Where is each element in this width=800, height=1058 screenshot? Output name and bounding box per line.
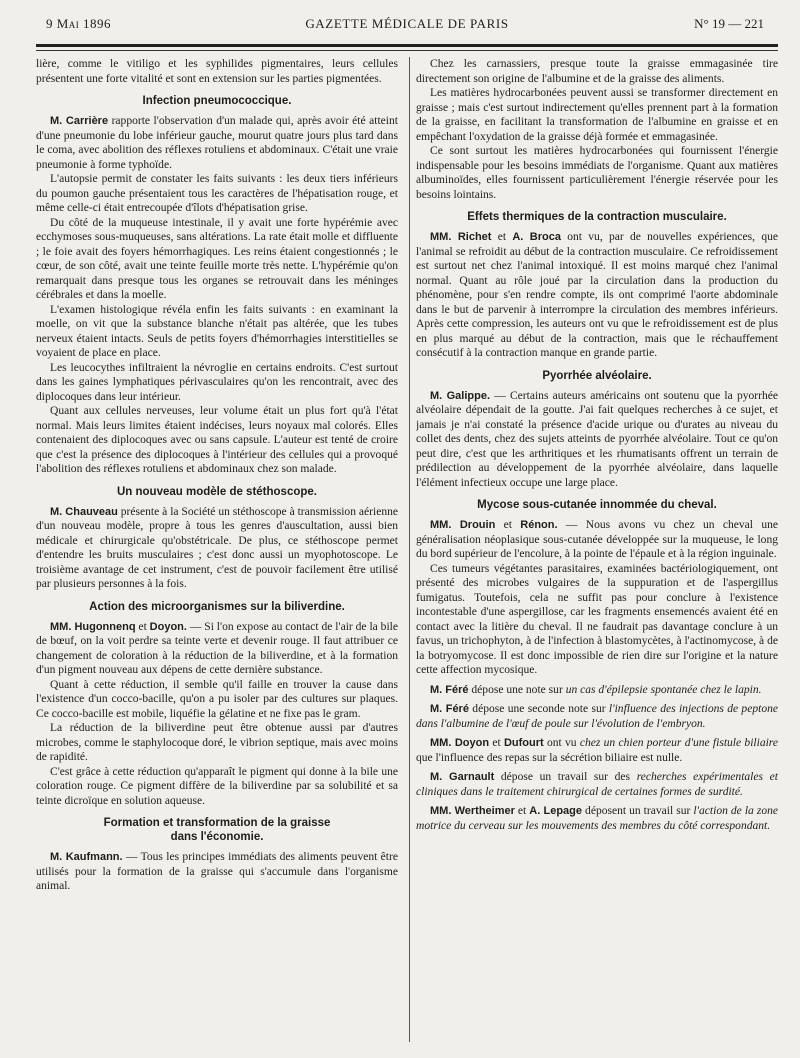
- paragraph: Quant aux cellules nerveuses, leur volume était un plus fort qu'à l'état normal. Mais leurs limites étaient indécises, leurs noyaux mal colorés. Elles contenaient des diplocoques avec ou sans capsule. L'auteur est tenté de croire que c'est la présence des diplocoques à l'intérieur des cellules qui a provoqué l'abolition des réflexes rotuliens et abdominaux chez son malade.: [36, 405, 398, 475]
- author-name: A. Lepage: [529, 805, 583, 817]
- author-name: M. Féré: [430, 683, 469, 696]
- author-name: Dufourt: [503, 737, 544, 749]
- note-title: chez un chien porteur d'une fistule biliaire: [579, 737, 778, 749]
- paragraph-text: ont vu, par de nouvelles expériences, que l'animal se refroidit au début de la contraction musculaire. Ce refroidissement est surtout net chez l'animal intoxiqué. Il est moins marqué chez l'animal normal. Quant au rôle joué par la circulation dans la production du phénomène, pour s'en rendre compte, ils ont comprimé l'aorte abdominale dans le but de parvenir à interrompre la circulation des membres inférieurs. Après cette compression, les auteurs ont vu que le refroidissement est de plus en plus marqué au début de la contraction, mais que le réchauffement consécutif à la contraction manque en grande partie.: [416, 231, 778, 359]
- author-name: MM. Drouin: [430, 519, 496, 531]
- journal-title: GAZETTE MÉDICALE DE PARIS: [305, 16, 509, 31]
- note-text: que l'influence des repas sur la sécrétion biliaire est nulle.: [416, 751, 683, 764]
- paragraph: La réduction de la biliverdine peut être obtenue aussi par d'autres microbes, comme le staphylocoque doré, le vibrion septique, mais avec moins de rapidité.: [36, 722, 398, 763]
- paragraph: Les matières hydrocarbonées peuvent aussi se transformer directement en graisse ; mais c'est surtout indirectement qu'elles prennent part à la formation de la graisse, en facilitant la transformation de l'albumine en graisse et en empêchant l'oxydation de la graisse déjà formée et emmagasinée.: [416, 87, 778, 143]
- author-name: MM. Wertheimer: [430, 805, 515, 817]
- paragraph: [416, 230, 778, 361]
- paragraph: [36, 850, 398, 894]
- paragraph-text: — Certains auteurs américains ont soutenu que la pyorrhée alvéolaire dépendait de la goutte. J'ai fait quelques recherches à ce sujet, et jamais je n'ai constaté la présence d'acide urique ou d'urates au niveau du collet des dents, chez des sujets atteints de pyorrhée alvéolaire. Tout ce qu'on peut dire, c'est que les arthritiques et les rhumatisants offrent un terrain de prédilection au développement de la pyorrhée alvéolaire, dans laquelle l'élément infectieux occupe une large place.: [416, 389, 778, 489]
- author-name: Doyon.: [149, 620, 187, 633]
- intro-paragraph: lière, comme le vitiligo et les syphilides pigmentaires, leurs cellules présentent une forte vitalité et sont en extension sur les parties pigmentées.: [36, 58, 398, 85]
- paragraph-text: présente à la Société un stéthoscope à transmission aérienne d'un nouveau modèle, propre à tous les genres d'auscultation, aussi bien médicale et chirurgicale qu'obstétricale. De plus, ce stéthoscope permet d'entendre les bruits musculaires ; c'est donc aussi un myophotoscope. Le troisième avantage de cet instrument, c'est de pouvoir facilement être utilisé par plusieurs personnes à la fois.: [36, 505, 398, 590]
- connector: et: [135, 620, 150, 633]
- author-name: M. Chauveau: [50, 505, 118, 518]
- paragraph: [36, 505, 398, 592]
- note-title: l'influence des injections de peptone dans l'albumine de l'œuf de poule sur l'évolution de l'embryon.: [416, 703, 778, 730]
- paragraph: Les leucocythes infiltraient la névroglie en certains endroits. C'est surtout dans les gaines lymphatiques périvasculaires qu'on les rencontrait, avec des diplocoques dans leur intérieur.: [36, 361, 398, 403]
- author-name: M. Galippe.: [430, 389, 490, 402]
- text-columns: [36, 57, 778, 894]
- note-paragraph: [416, 683, 778, 698]
- note-text: dépose une note sur: [468, 683, 566, 696]
- paragraph-text: rapporte l'observation d'un malade qui, après avoir été atteint d'une pneumonie du lobe inférieur gauche, mourut quatre jours plus tard dans le coma, avec abolition des réflexes rotuliens et abdominaux. C'était une vraie pneumonie à forme typhoïde.: [36, 115, 398, 171]
- note-text: ont vu: [543, 737, 580, 749]
- author-name: M. Garnault: [430, 771, 495, 783]
- connector: et: [491, 231, 513, 243]
- paragraph: Chez les carnassiers, presque toute la graisse emmagasinée tire directement son origine de l'albumine et de la graisse des aliments.: [416, 58, 778, 85]
- issue-number: N° 19 — 221: [694, 16, 764, 31]
- connector: et: [495, 519, 521, 531]
- note-title: recherches expérimentales et cliniques dans le traitement chirurgical de certaines formes de surdité.: [416, 771, 778, 798]
- note-paragraph: [416, 736, 778, 765]
- heading-line: Formation et transformation de la graisse: [103, 817, 331, 829]
- paragraph: Quant à cette réduction, il semble qu'il faille en trouver la cause dans l'existence d'un cocco-bacille, qu'on a pu isoler par des cultures sur plaques. Ce cocco-bacille est mobile, liquéfie la gélatine et ne fixe pas le gram.: [36, 678, 398, 720]
- paragraph: Ces tumeurs végétantes parasitaires, examinées bactériologiquement, ont présenté des microbes vulgaires de la suppuration et de l'aspergillus fumigatus. Toutefois, cela ne suffit pas pour conclure à l'existence incontestable d'une aspergillose, car les fragments ensemencés avaient été en contact avec la litière du cheval. Il ne faudrait pas davantage conclure à un favus, un trichophyton, à de l'infection à blastomycètes, à l'actinomycose, à de la botryomycose. Il est donc impossible de rien dire sur l'origine et la nature cette affection mycosique.: [416, 562, 778, 676]
- author-name: MM. Hugonnenq: [50, 620, 136, 633]
- author-name: A. Broca: [512, 231, 561, 243]
- paragraph: [416, 518, 778, 562]
- heading-line: dans l'économie.: [170, 831, 264, 843]
- author-name: MM. Doyon: [430, 737, 490, 749]
- paragraph: C'est grâce à cette réduction qu'apparaît le pigment qui donne à la bile une coloration rouge. Ce pigment diffère de la biliverdine par sa solubilité et sa teinte dicroïque en solution aqueuse.: [36, 765, 398, 807]
- note-title: un cas d'épilepsie spontanée chez le lapin.: [565, 683, 762, 696]
- connector: et: [489, 737, 504, 749]
- note-text: dépose une seconde note sur: [468, 703, 609, 715]
- paragraph: L'examen histologique révéla enfin les faits suivants : en examinant la moelle, on vit que la substance blanche n'était pas altérée, que les tubes nerveux étaient intacts. Seuls de petits foyers d'hémorrhagies interstitielles se voyaient de place en place.: [36, 303, 398, 359]
- note-paragraph: [416, 702, 778, 731]
- section-heading-graisse: [36, 816, 398, 844]
- header-rule-thin: [36, 50, 778, 51]
- paragraph: [416, 389, 778, 491]
- paragraph: Du côté de la muqueuse intestinale, il y avait une forte hypérémie avec ecchymoses sous-muqueuses, sans altérations. La rate était molle et diffluente ; le foie avait des foyers hémorrhagiques. Les reins étaient congestionnés ; le cœur, de son côté, avait une teinte feuille morte très nette. L'hypérémie qu'on remarquait dans presque tous les organes se retrouvait dans les méninges cérébrales et dans la moelle.: [36, 216, 398, 301]
- column-divider: [409, 57, 410, 1042]
- connector: et: [514, 805, 530, 817]
- author-name: M. Carrière: [50, 115, 109, 127]
- header-rule-thick: [36, 44, 778, 47]
- note-text: déposent un travail sur: [582, 805, 694, 817]
- section-heading-effets-thermiques: Effets thermiques de la contraction musculaire.: [467, 211, 727, 223]
- author-name: M. Kaufmann.: [50, 851, 123, 863]
- paragraph-text: — Tous les principes immédiats des aliments peuvent être utilisés pour la formation de la graisse qui s'accumule dans l'organisme animal.: [36, 851, 398, 892]
- paragraph-text: — Si l'on expose au contact de l'air de la bile de bœuf, on la voit perdre sa teinte verte et devenir rouge. Il faut attribuer ce changement de coloration à la réduction de la biliverdine, et à la formation d'un pigment nouveau aux dépens de cette dernière substance.: [36, 620, 398, 676]
- section-heading-stethoscope: Un nouveau modèle de stéthoscope.: [116, 485, 317, 498]
- paragraph: L'autopsie permit de constater les faits suivants : les deux tiers inférieurs du poumon gauche présentaient tous les caractères de l'hépatisation rouge, et même celle-ci était entrecoupée d'îlots d'hépatisation grise.: [36, 173, 398, 214]
- right-column: [416, 57, 778, 894]
- paragraph-text: — Nous avons vu chez un cheval une généralisation néoplasique sous-cutanée développée sur la muqueuse, le long du bord supérieur de l'encolure, à la pointe de l'épaule et à la région inguinale.: [416, 519, 778, 560]
- header-date: 9 Mai 1896: [46, 16, 112, 31]
- left-column: [36, 57, 398, 894]
- note-text: dépose un travail sur des: [494, 771, 637, 783]
- section-heading-pneumococcique: Infection pneumococcique.: [142, 95, 292, 107]
- paragraph: [36, 114, 398, 172]
- note-title: l'action de la zone motrice du cerveau sur les mouvements des membres du côté correspondant.: [416, 805, 778, 832]
- page-header: [36, 16, 778, 36]
- paragraph: Ce sont surtout les matières hydrocarbonées qui fournissent l'énergie indispensable pour les besoins immédiats de l'organisme. Quant aux matières albuminoïdes, elles fournissent particulièrement l'énergie réservée pour les besoins lointains.: [416, 145, 778, 201]
- author-name: Rénon.: [520, 519, 558, 531]
- note-paragraph: [416, 804, 778, 833]
- author-name: M. Féré: [430, 703, 469, 715]
- note-paragraph: [416, 770, 778, 799]
- section-heading-biliverdine: Action des microorganismes sur la biliverdine.: [89, 600, 345, 613]
- author-name: MM. Richet: [430, 231, 492, 243]
- paragraph: [36, 620, 398, 678]
- section-heading-mycose: Mycose sous-cutanée innommée du cheval.: [477, 499, 717, 511]
- section-heading-pyorrhee: Pyorrhée alvéolaire.: [542, 369, 652, 382]
